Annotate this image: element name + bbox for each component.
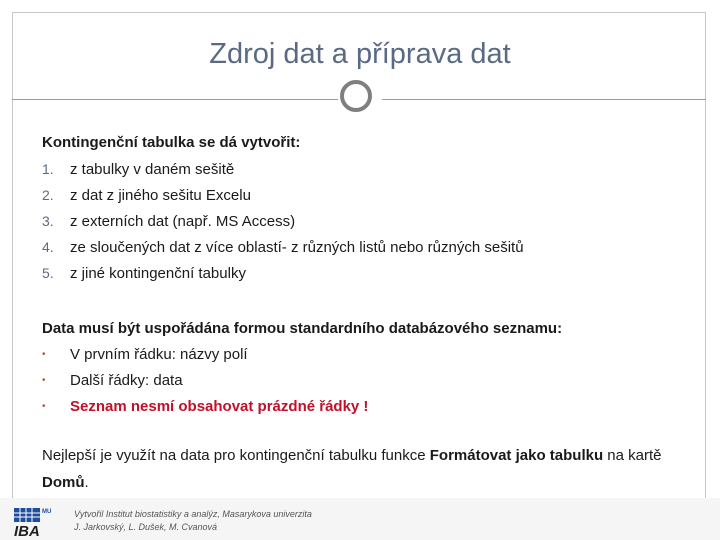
list-item: 2. z dat z jiného sešitu Excelu xyxy=(42,187,251,204)
bullet-icon: • xyxy=(42,401,46,413)
slide-title: Zdroj dat a příprava dat xyxy=(209,38,511,70)
bullet-item-warning: • Seznam nesmí obsahovat prázdné řádky ! xyxy=(42,394,692,420)
section2-heading: Data musí být uspořádána formou standardního databázového seznamu: xyxy=(42,320,563,337)
list-item: 5. z jiné kontingenční tabulky xyxy=(42,265,246,282)
slide-content xyxy=(42,130,692,496)
logo-text: IBA xyxy=(14,523,40,538)
footer-line-2: J. Jarkovský, L. Dušek, M. Cvanová xyxy=(74,522,218,532)
bullet-icon: • xyxy=(42,349,46,361)
title-divider-left xyxy=(12,99,338,100)
title-divider-right xyxy=(382,99,706,100)
bullet-icon: • xyxy=(42,375,46,387)
list-item: 3. z externích dat (např. MS Access) xyxy=(42,213,296,230)
logo-grid xyxy=(14,508,40,522)
section1-heading: Kontingenční tabulka se dá vytvořit: xyxy=(42,134,301,151)
footer-line-1: Vytvořil Institut biostatistiky a analýz, Masarykova univerzita xyxy=(74,509,312,519)
section3-paragraph: Nejlepší je využít na data pro kontingenční tabulku funkce Formátovat jako tabulku na kartě Domů. xyxy=(42,447,662,491)
footer-credits xyxy=(74,508,312,534)
iba-logo xyxy=(12,504,60,538)
list-item: 1. z tabulky v daném sešitě xyxy=(42,161,235,178)
bullet-item: • V prvním řádku: názvy polí xyxy=(42,342,692,368)
list-item: 4. ze sloučených dat z více oblastí- z různých listů nebo různých sešitů xyxy=(42,239,524,256)
bullet-item: • Další řádky: data xyxy=(42,368,692,394)
divider-ring-ornament xyxy=(340,80,372,112)
logo-small-text: MU xyxy=(42,509,52,515)
